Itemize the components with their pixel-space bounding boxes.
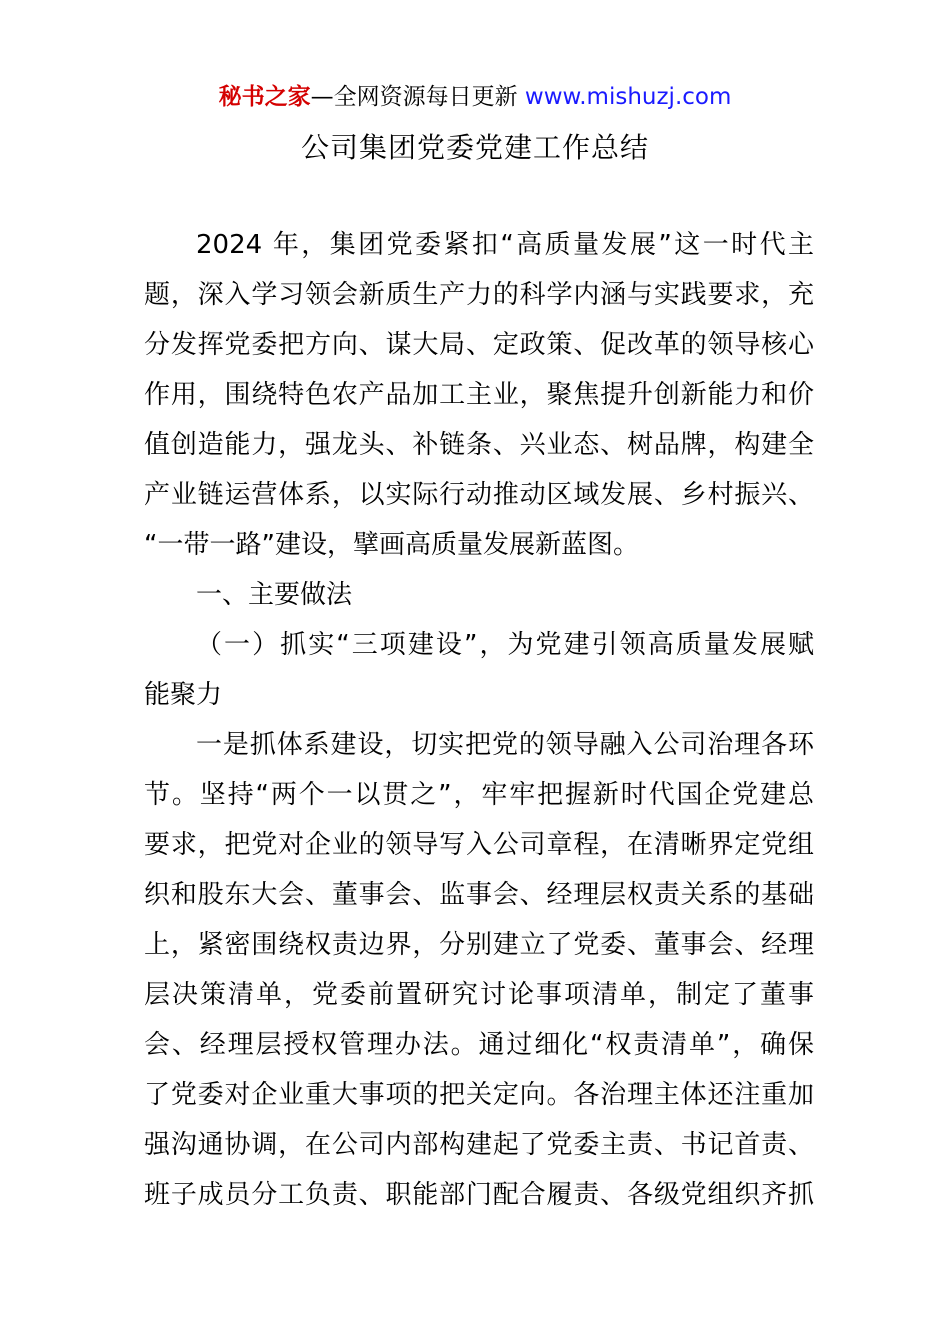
- paragraph-line: 层决策清单，党委前置研究讨论事项清单，制定了董事: [144, 980, 814, 1010]
- section-heading: 一、主要做法: [196, 580, 353, 610]
- site-brand: 秘书之家: [218, 84, 311, 110]
- paragraph-line: 一是抓体系建设，切实把党的领导融入公司治理各环: [196, 730, 814, 760]
- paragraph-line: 产业链运营体系，以实际行动推动区域发展、乡村振兴、: [144, 480, 814, 510]
- subsection-heading: （一）抓实“三项建设”，为党建引领高质量发展赋: [196, 630, 814, 660]
- paragraph-line: 题，深入学习领会新质生产力的科学内涵与实践要求，充: [144, 280, 814, 310]
- paragraph-line: 上，紧密围绕权责边界，分别建立了党委、董事会、经理: [144, 930, 814, 960]
- paragraph-line: 织和股东大会、董事会、监事会、经理层权责关系的基础: [144, 880, 814, 910]
- site-url-link[interactable]: www.mishuzj.com: [524, 84, 732, 110]
- site-tagline: —全网资源每日更新: [310, 84, 525, 110]
- paragraph-line: 节。坚持“两个一以贯之”，牢牢把握新时代国企党建总: [144, 780, 814, 810]
- paragraph-line: 了党委对企业重大事项的把关定向。各治理主体还注重加: [144, 1080, 814, 1110]
- paragraph-line: 2024 年，集团党委紧扣“高质量发展”这一时代主: [196, 230, 814, 260]
- paragraph-line: 值创造能力，强龙头、补链条、兴业态、树品牌，构建全: [144, 430, 814, 460]
- subsection-heading-cont: 能聚力: [144, 680, 223, 710]
- paragraph-line: 作用，围绕特色农产品加工主业，聚焦提升创新能力和价: [144, 380, 814, 410]
- site-header: [0, 80, 950, 114]
- paragraph-line: “一带一路”建设，擘画高质量发展新蓝图。: [144, 530, 639, 560]
- paragraph-line: 会、经理层授权管理办法。通过细化“权责清单”，确保: [144, 1030, 814, 1060]
- document-title: 公司集团党委党建工作总结: [300, 131, 649, 164]
- paragraph-line: 要求，把党对企业的领导写入公司章程，在清晰界定党组: [144, 830, 814, 860]
- paragraph-line: 分发挥党委把方向、谋大局、定政策、促改革的领导核心: [144, 330, 814, 360]
- paragraph-line: 班子成员分工负责、职能部门配合履责、各级党组织齐抓: [144, 1180, 814, 1210]
- paragraph-line: 强沟通协调，在公司内部构建起了党委主责、书记首责、: [144, 1130, 814, 1160]
